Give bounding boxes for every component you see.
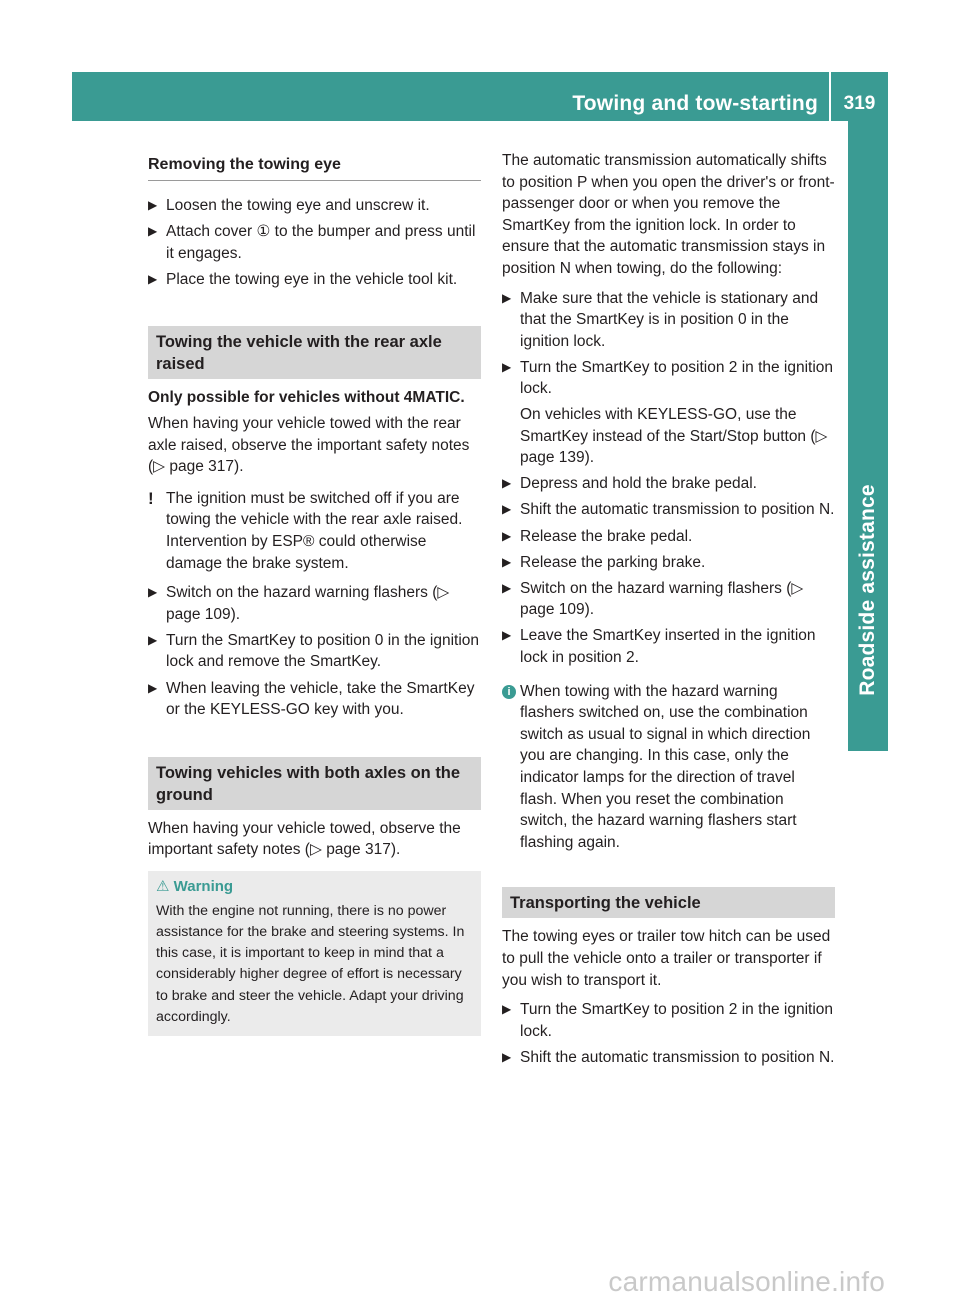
step-arrow-icon: ▶ <box>502 502 512 517</box>
rear-axle-restriction: Only possible for vehicles without 4MATIC. <box>148 389 465 407</box>
transport-intro: The towing eyes or trailer tow hitch can be used to pull the vehicle onto a trailer or transporter if you wish to transport it. <box>502 928 831 989</box>
step-item: ▶ Leave the SmartKey inserted in the ignition lock in position 2. <box>502 627 816 666</box>
step-item: ▶ Make sure that the vehicle is stationary and that the SmartKey is in position 0 in the ignition lock. <box>502 289 819 350</box>
step-item: ▶ Turn the SmartKey to position 2 in the ignition lock. <box>502 1001 834 1040</box>
step-item: ▶ Loosen the towing eye and unscrew it. <box>148 195 481 217</box>
page-header <box>72 72 888 121</box>
warning-box <box>148 871 481 1036</box>
both-axles-heading: Towing vehicles with both axles on the ground <box>148 757 481 810</box>
step-arrow-icon: ▶ <box>502 580 512 595</box>
exclamation-icon: ! <box>148 488 154 508</box>
step-item: ▶ Attach cover ① to the bumper and press until it engages. <box>148 223 476 262</box>
step-item: ▶ Shift the automatic transmission to position N. <box>502 499 835 521</box>
rear-axle-intro: When having your vehicle towed with the rear axle raised, observe the important safety notes (▷ page 317). <box>148 414 470 476</box>
step-arrow-icon: ▶ <box>502 359 512 374</box>
step-item: ▶ Turn the SmartKey to position 2 in the ignition lock. On vehicles with KEYLESS-GO, use the SmartKey instead of the Start/Stop button (▷ page 139). <box>502 357 835 469</box>
step-arrow-icon: ▶ <box>148 224 158 239</box>
step-item: ▶ Place the towing eye in the vehicle tool kit. <box>148 269 481 291</box>
step-item: ▶ Depress and hold the brake pedal. <box>502 473 835 495</box>
page-number: 319 <box>843 93 876 114</box>
caution-note: ! The ignition must be switched off if you are towing the vehicle with the rear axle raised. Intervention by ESP® could otherwise damage the brake system. <box>148 488 463 572</box>
step-item: ▶ When leaving the vehicle, take the SmartKey or the KEYLESS-GO key with you. <box>148 679 475 719</box>
step-arrow-icon: ▶ <box>502 528 512 543</box>
step-arrow-icon: ▶ <box>148 585 158 600</box>
warning-text: With the engine not running, there is no power assistance for the brake and steering systems. In this case, it is important to keep in mind that a considerably higher degree of effort is necessary to brake and steer the vehicle. Adapt your driving accordingly. <box>156 902 465 1025</box>
step-arrow-icon: ▶ <box>148 632 158 647</box>
keyless-note: On vehicles with KEYLESS-GO, use the SmartKey instead of the Start/Stop button (▷ page 139). <box>520 406 828 467</box>
step-arrow-icon: ▶ <box>148 271 158 286</box>
step-arrow-icon: ▶ <box>148 198 158 212</box>
step-arrow-icon: ▶ <box>502 1049 512 1064</box>
step-item: ▶ Switch on the hazard warning flashers (▷ page 109). <box>148 584 450 623</box>
both-axles-intro: When having your vehicle towed, observe the important safety notes (▷ page 317). <box>148 819 461 859</box>
step-item: ▶ Release the parking brake. <box>502 552 835 574</box>
step-item: ▶ Switch on the hazard warning flashers (▷ page 109). <box>502 579 804 619</box>
step-arrow-icon: ▶ <box>148 680 158 695</box>
warning-title: ⚠ Warning <box>156 877 234 895</box>
info-note: i When towing with the hazard warning flashers switched on, use the combination switch as usual to signal in which direction you are changing. In this case, only the indicator lamps for the direction of travel flash. When you reset the combination switch, the hazard warning flashers start flashing again. <box>502 681 835 854</box>
transport-heading: Transporting the vehicle <box>502 887 835 918</box>
step-arrow-icon: ▶ <box>502 628 512 643</box>
step-item: ▶ Shift the automatic transmission to position N. <box>502 1047 835 1069</box>
transmission-intro: The automatic transmission automatically shifts to position P when you open the driver's or front-passenger door or when you remove the SmartKey from the ignition lock. In order to ensure that the automatic transmission stays in position N when towing, do the following: <box>502 152 835 277</box>
step-arrow-icon: ▶ <box>502 554 512 569</box>
info-icon: i <box>502 685 516 699</box>
step-arrow-icon: ▶ <box>502 290 512 305</box>
step-arrow-icon: ▶ <box>502 1002 512 1017</box>
rear-axle-heading: Towing the vehicle with the rear axle raised <box>148 326 481 379</box>
step-item: ▶ Turn the SmartKey to position 0 in the ignition lock and remove the SmartKey. <box>148 631 480 671</box>
side-tab-label: Roadside assistance <box>856 484 879 696</box>
warning-triangle-icon: ⚠ <box>156 877 170 895</box>
right-column <box>502 150 835 1068</box>
footer-credit: carmanualsonline.info <box>608 1266 885 1297</box>
chapter-title: Towing and tow-starting <box>572 92 818 115</box>
step-arrow-icon: ▶ <box>502 476 512 491</box>
left-column <box>148 150 481 1036</box>
step-item: ▶ Release the brake pedal. <box>502 526 835 548</box>
removing-heading: Removing the towing eye <box>148 154 481 181</box>
